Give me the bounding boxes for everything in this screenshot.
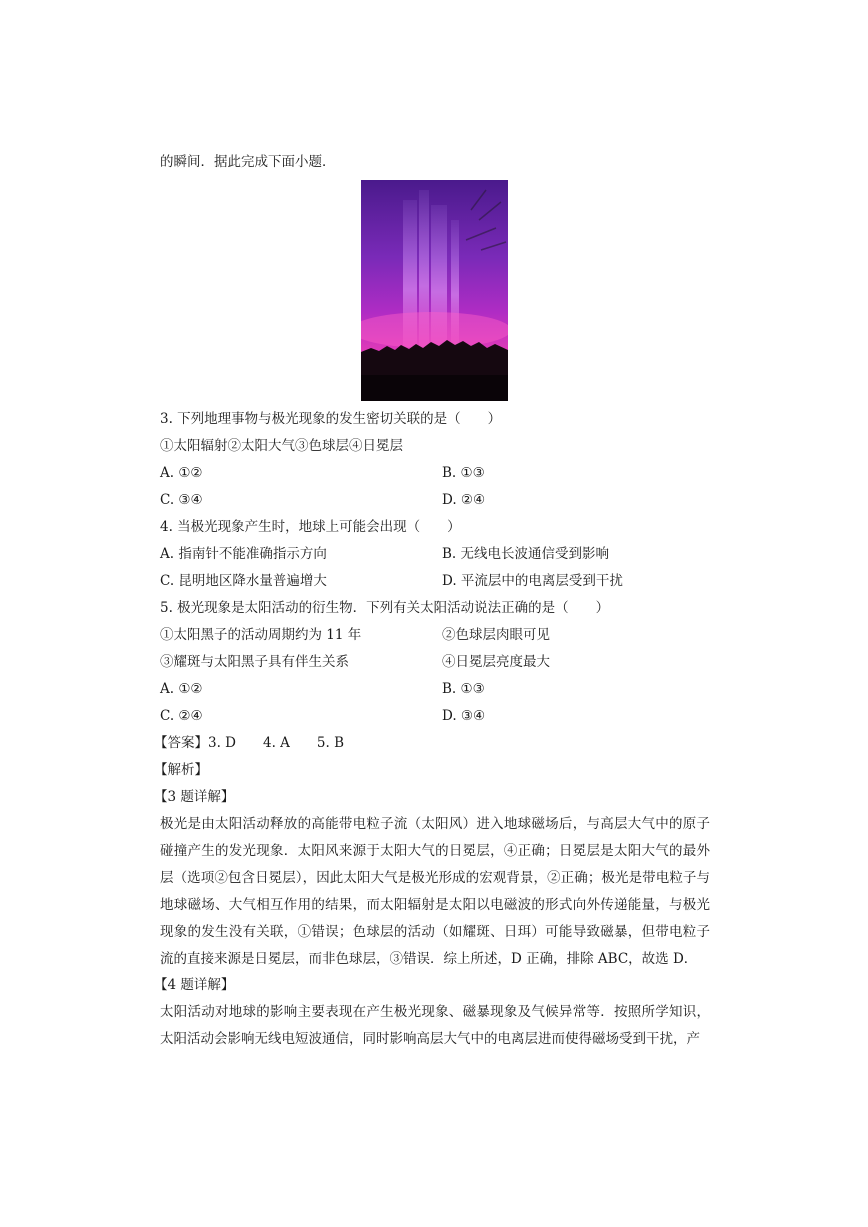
analysis-heading: 【解析】 xyxy=(154,762,208,778)
q5-option-b: B. ①③ xyxy=(442,681,485,697)
q3-option-d: D. ②④ xyxy=(442,492,486,508)
detail4-heading: 【4 题详解】 xyxy=(154,977,235,993)
q5-statement-2: ②色球层肉眼可见 xyxy=(442,627,550,643)
q5-statement-3: ③耀斑与太阳黑子具有伴生关系 xyxy=(160,654,349,670)
q4-stem: 4. 当极光现象产生时，地球上可能会出现（ ） xyxy=(160,519,461,535)
q5-statement-4: ④日冕层亮度最大 xyxy=(442,654,550,670)
intro-tail: 的瞬间．据此完成下面小题． xyxy=(160,154,336,170)
q5-option-a: A. ①② xyxy=(160,681,203,697)
q4-option-c: C. 昆明地区降水量普遍增大 xyxy=(160,573,327,589)
q4-option-b: B. 无线电长波通信受到影响 xyxy=(442,546,610,562)
q3-statements: ①太阳辐射②太阳大气③色球层④日冕层 xyxy=(160,438,403,454)
q3-stem: 3. 下列地理事物与极光现象的发生密切关联的是（ ） xyxy=(160,411,502,427)
q5-option-d: D. ③④ xyxy=(442,708,486,724)
detail3-text: 极光是由太阳活动释放的高能带电粒子流（太阳风）进入地球磁场后，与高层大气中的原子碰撞产生的发光现象．太阳风来源于太阳大气的日冕层，④正确；日冕层是太阳大气的最外层（选项②包含日冕层），因此太阳大气是极光形成的宏观背景，②正确；极光是带电粒子与地球磁场、大气相互作用的结果，而太阳辐射是太阳以电磁波的形式向外传递能量，与极光现象的发生没有关联，①错误；色球层的活动（如耀斑、日珥）可能导致磁暴，但带电粒子流的直接来源是日冕层，而非色球层，③错误．综上所述，D 正确，排除 ABC，故选 D． xyxy=(160,816,710,967)
q3-option-a: A. ①② xyxy=(160,465,203,481)
detail4-text: 太阳活动对地球的影响主要表现在产生极光现象、磁暴现象及气候异常等．按照所学知识，太阳活动会影响无线电短波通信，同时影响高层大气中的电离层进而使得磁场受到干扰，产 xyxy=(160,1004,710,1047)
detail3-heading: 【3 题详解】 xyxy=(154,789,235,805)
aurora-photo xyxy=(361,180,508,401)
q5-statement-1: ①太阳黑子的活动周期约为 11 年 xyxy=(160,627,362,643)
q5-stem: 5. 极光现象是太阳活动的衍生物．下列有关太阳活动说法正确的是（ ） xyxy=(160,600,610,616)
q5-option-c: C. ②④ xyxy=(160,708,203,724)
q3-option-b: B. ①③ xyxy=(442,465,485,481)
q4-option-d: D. 平流层中的电离层受到干扰 xyxy=(442,573,623,589)
q4-option-a: A. 指南针不能准确指示方向 xyxy=(160,546,327,562)
q3-option-c: C. ③④ xyxy=(160,492,203,508)
answer-line: 【答案】3. D 4. A 5. B xyxy=(154,735,345,751)
